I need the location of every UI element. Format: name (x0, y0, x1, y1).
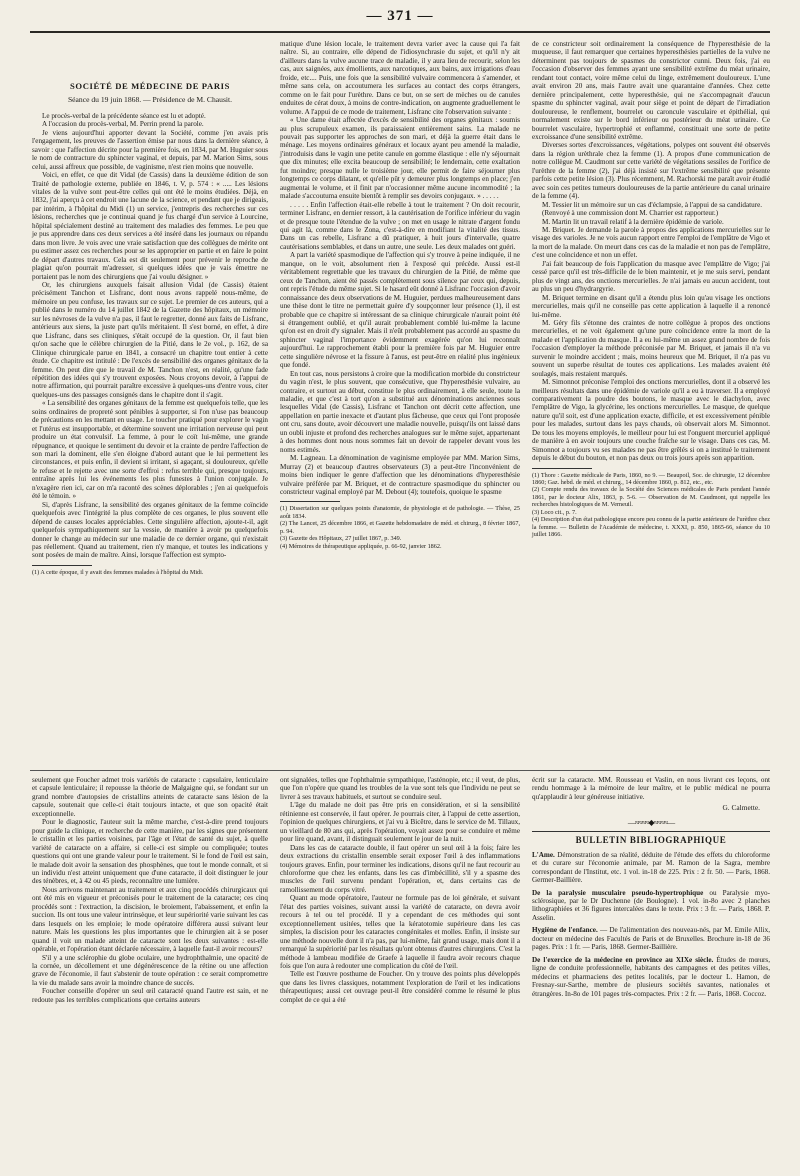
entry-text: Études de mœurs, ligne de conduite professionnelle, habitants des campagnes et des petites villes, médecins et pharmaciens des petites localités, par le docteur L. Hamon, de Fresnay-sur-Sarthe, membre de plusieurs sociétés savantes, nationales et étrangères. In-8o de 101 pages très-compactes. Prix : 2 fr. — Paris, 1868. Coccoz. (532, 955, 770, 998)
entry-title: De l'exercice de la médecine en province au XIXe siècle. (532, 955, 714, 964)
entry-text: — De l'alimentation des nouveau-nés, par M. Emile Allix, docteur en médecine des Facultés de Paris et de Bruxelles. Brochure in-18 de 36 pages. Prix : 1 fr. — Paris, 1868. Germer-Baillière. (532, 926, 770, 952)
bibliography-entry (532, 926, 770, 951)
footnote: (4) Mémoires de thérapeutique appliquée, p. 66-92, janvier 1862. (280, 542, 442, 550)
footnote-rule (532, 468, 592, 469)
paragraph: Quant au mode opératoire, l'auteur ne formule pas de loi générale, et suivant l'état des parties voisines, suivant aussi la variété de cataracte, on devra avoir recours à tel ou tel procédé. Il y a cependant de ces méthodes qui sont exceptionnellement usitées, telles que la kératotomie supérieure dans les cas simples, la discision pour les cataractes congénitales et molles. Enfin, il insiste sur une méthode nouvelle dont il n'a pas, par lui-même, fait grand usage, mais dont il a remarqué la supériorité par les résultats qu'ont obtenus d'autres chirurgiens. C'est la méthode à lambeau modifiée de Graefe à laquelle il faudra avoir recours chaque fois que l'on aura à redouter une complication du côté de l'œil. (280, 894, 520, 970)
entry-text: ou Paralysie myo-sclérosique, par le Dr Duchenne (de Boulogne). 1 vol. in-8o avec 2 planches lithographiées et 36 figures intercalées dans le texte. Prix : 3 fr. — Paris, 1868. P. Asselin. (532, 888, 770, 922)
column-3-top (532, 40, 770, 538)
paragraph: (Renvoyé à une commission dont M. Charrier est rapporteur.) (542, 209, 719, 218)
society-title: SOCIÉTÉ DE MÉDECINE DE PARIS (70, 81, 230, 91)
footnote: (3) Loco cit., p. 7. (532, 508, 577, 516)
footnote: (2) Compte rendu des travaux de la Société des Sciences médicales de Paris pendant l'année 1861, par le docteur Alix, 1863, p. 5-6. — Observation de M. Caudmont, qui rappelle les recherches histologiques de M. Verneuil. (532, 486, 770, 509)
paragraph: M. Tessier lit un mémoire sur un cas d'éclampsie, à l'appui de sa candidature. (542, 200, 763, 209)
entry-title: L'Ame. (532, 850, 555, 859)
paragraph: Telle est l'œuvre posthume de Foucher. On y trouve des points plus développés que dans les livres classiques, notamment l'exploration de l'œil et les indications thérapeutiques; aussi cet ouvrage peut-il être considéré comme le résumé le plus complet de ce qui a été (280, 970, 520, 1004)
footnote: (2) The Lancet, 25 décembre 1866, et Gazette hebdomadaire de méd. et chirurg., 8 février 1867, p. 94. (280, 520, 520, 535)
section-rule (30, 770, 770, 771)
paragraph: Dans les cas de cataracte double, il faut opérer un seul œil à la fois; faire les deux extractions du cristallin ensemble serait exposer l'œil à des inflammations toujours graves. Enfin, pour terminer les indications, disons qu'il ne faut recourir au chloroforme que chez les enfants, dans les cas d'imbécillité, s'il y a spasme des muscles de l'œil survenu pendant l'opération, et, dans certains cas de ramollissement du corps vitré. (280, 843, 520, 894)
column-2-top (280, 40, 520, 550)
footnote: (1) A cette époque, il y avait des femmes malades à l'hôpital du Midi. (32, 568, 204, 576)
footnote: (4) Description d'un état pathologique encore peu connu de la partie antérieure de l'urèthre chez la femme. — Bulletin de l'Académie de médecine, t. XXXI, p. 850, 1865-66, séance du 10 juillet 1866. (532, 516, 770, 538)
entry-title: De la paralysie musculaire pseudo-hypertrophique (532, 888, 704, 897)
paragraph: seulement que Foucher admet trois variétés de cataracte : capsulaire, lenticulaire et capsule lenticulaire; il repousse la théorie de Malgaigne qui, se fondant sur un grand nombre d'autopsies de cristallins atteints de cataracte sans lésion de la capsule, soutenait que celle-ci était toujours intacte, et que son opacité était exceptionnelle. (32, 776, 268, 818)
paragraph: M. Martin lit un travail relatif à la dernière épidémie de variole. (542, 217, 724, 226)
paragraph: A part la variété spasmodique de l'affection qui s'y trouve à peine indiquée, il ne manque, on le voit, absolument rien à l'exposé qui précède. Aussi est-il véritablement regrettable que les travaux du chirurgien de la Pitié, de même que ceux de Tanchon, aient été passés complètement sous silence par ceux qui, depuis, ont repris l'étude du même sujet. Si le hasard eût donné à Lisfranc l'occasion d'avoir connaissance des deux observations de M. Huguier, perdues malheureusement dans une thèse dont le titre ne permettait guère d'y soupçonner leur présence (1), il est probable que ce chapitre si intéressant de sa clinique chirurgicale n'aurait point été si étrangement oublié, et qu'il aurait probablement comblé lui-même la lacune qu'on est en droit d'y signaler. Mais il n'eût probablement pas accordé au spasme du sphincter vaginal l'importance évidemment exagérée qu'on lui reconnaît aujourd'hui. Le rapprochement établi pour la première fois par M. Huguier entre cette singulière névrose et la fissure à l'anus, est peut-être en réalité plus ingénieux que fondé. (280, 251, 520, 370)
column-3-bottom (532, 776, 770, 1002)
paragraph: Or, les chirurgiens auxquels faisait allusion Vidal (de Cassis) étaient précisément Tanchon et Lisfranc, dont nous avons rappelé nous-même, de mémoire un peu confuse, les travaux sur ce sujet. Le premier de ces auteurs, qui a publié dans le numéro du 14 juillet 1842 de la Gazette des hôpitaux, un mémoire sur les névroses de la vulve n'a pas, il faut le regretter, donné aux faits de Lisfranc, antérieurs aux siens, la juste part qu'ils méritaient. Il s'est borné, en effet, à dire que Lisfranc, dans ses cliniques, s'était occupé de la question. Or, il faut bien qu'on sache que le célèbre chirurgien de la Pitié, dans le 2e vol., p. 162, de sa Clinique chirurgicale parue en 1841, a consacré un chapitre tout entier à cette étude. Ce chapitre est intitulé : De l'excès de sensibilité des organes génitaux de la femme. On peut dire que le travail de M. Tanchon n'est, en réalité, qu'une fade répétition des idées qui s'y trouvent exposées. Nous croyons devoir, à l'appui de notre affirmation, qui pourrait paraître excessive à quelques-uns d'entre vous, citer quelques-uns des passages consignés dans le chapitre dont il s'agit. (32, 280, 268, 399)
paragraph: S'il y a une sclérophie du globe oculaire, une hydrophthalmie, une opacité de la cornée, un décollement et une dégénérescence de la rétine ou une affection grave de l'économie, il faut s'abstenir de toute opération : ce serait compromettre la vie du malade sans avoir la moindre chance de succès. (32, 953, 268, 987)
paragraph: M. Lagneau. La dénomination de vaginisme employée par MM. Marion Sims, Murray (2) et beaucoup d'autres observateurs (3) a peut-être l'inconvénient de moins bien indiquer le genre d'affection que les dénominations d'hyperesthésie vulvaire préférée par M. Briquet, et de contracture spasmodique du sphincter ou constricteur vaginal employé par M. Debout (4); toutefois, quoique le spasme (280, 454, 520, 497)
footnote-rule (280, 501, 340, 502)
paragraph: En tout cas, nous persistons à croire que la modification morbide du constricteur du vagin n'est, le plus souvent, que consécutive, que l'hyperesthésie vulvaire, au contraire, et surtout au début, constitue le plus ordinairement, à elle seule, toute la maladie, et que c'est à tort qu'on a substitué aux dénominations anciennes sous lesquelles Vidal (de Cassis), Lisfranc et Tanchon ont décrit cette affection, une appellation en partie inexacte et d'autant plus fâcheuse, que ceux qui l'ont proposée ont cru, sans doute, avoir découvert une maladie nouvelle, puisqu'ils ont laissé dans un oubli injuste et profond des recherches analogues sur le même sujet, appartenant à des hommes dont nous nous sommes fait un devoir de rappeler devant vous les noms estimés. (280, 369, 520, 454)
session-line: Séance du 19 juin 1868. — Présidence de M. Chausit. (67, 95, 233, 105)
entry-text: Démonstration de sa réalité, déduite de l'étude des effets du chloroforme et du curare sur l'économie animale, par M. Ramon de la Sagra, membre correspondant de l'Institut, etc. 1 vol. in-18 de 225. Prix : 2 fr. 50. — Paris, 1868. Germer-Baillière. (532, 850, 770, 885)
paragraph: « Une dame était affectée d'excès de sensibilité des organes génitaux : soumis au plus scrupuleux examen, ils paraissaient entièrement sains. La malade ne pouvait pas supporter les approches de son mari, et déjà la guerre était dans le ménage. Les moyens ordinaires généraux et locaux ayant peu amendé la maladie, j'introduisis dans le vagin une petite canule en gomme élastique : elle n'y séjournait que dix minutes; elle excita beaucoup de sensibilité; le lendemain, cette exaltation fut moindre; presque nulle le troisième jour, elle permit de faire séjourner plus longtemps ce corps dilatant, et qu'elle pût y demeurer plus longtemps en place; j'en augmentai le volume, et il finit par n'occasionner même aucune incommodité ; la malade s'accoutuma ensuite bientôt à remplir ses devoirs conjugaux. » . . . . . (280, 116, 520, 201)
paragraph: Je viens aujourd'hui apporter devant la Société, comme j'en avais pris l'engagement, les preuves de l'assertion émise par nous dans la dernière séance, à savoir : que l'affection décrite pour la première fois, en 1834, par M. Huguier sous le nom de contracture du sphincter vaginal, et depuis, par M. Marion Sims, sous celui, aussi affreux que possible, de vaginisme, n'est rien moins que nouvelle. (32, 128, 268, 171)
paragraph: M. Briquet termine en disant qu'il a étendu plus loin qu'au visage les onctions mercurielles, mais qu'il ne conseille pas cette application à laquelle il a renoncé lui-même. (532, 293, 770, 319)
paragraph: M. Géry fils s'étonne des craintes de notre collègue à propos des onctions mercurielles, et ne voit également qu'une pure coïncidence entre la mort de la malade et l'application du masque. Il a eu lui-même un assez grand nombre de fois l'occasion d'employer la méthode préconisée par M. Briquet, et jamais il n'a vu survenir le moindre accident ; mais, moins heureux que M. Briquet, il n'a pas vu souvent un superbe résultat de toutes ces applications. Les malades avaient été soulagés, mais restaient marqués. (532, 318, 770, 378)
paragraph: Le procès-verbal de la précédente séance est lu et adopté. (42, 111, 206, 120)
paragraph: de ce constricteur soit ordinairement la conséquence de l'hyperesthésie de la muqueuse, il faut remarquer que certaines hyperesthésies partielles de la vulve ne déterminent pas toujours de spasmes du constrictor cunni. Deux fois, j'ai eu l'occasion d'observer des femmes ayant une sensibilité extrême du méat urinaire, rendant tout contact, voire même celui du linge, extrêmement douloureux. L'une avait environ 20 ans, mais l'autre avait une quarantaine d'années. Chez cette dernière principalement, cette hyperesthésie, qui ne s'accompagnait d'aucun spasme du sphincter vaginal, avait pour siège et point de départ de l'irradiation douloureuse, le renflement, bourrelet ou caroncule vasculaire et épithélial, qui normalement existe sur le bord inférieur ou postérieur du méat urinaire. Ce bourrelet vasculaire, hypertrophié et enflammé, constituait une sorte de petite excroissance d'une sensibilité extrême. (532, 40, 770, 141)
page-number: — 371 — (366, 8, 434, 24)
signature: G. Calmette. (722, 803, 760, 813)
footnote: (3) Gazette des Hôpitaux, 27 juillet 1867, p. 349. (280, 535, 402, 543)
paragraph: . . . . . Enfin l'affection était-elle rebelle à tout le traitement ? On doit recourir, terminer Lisfranc, en dernier ressort, à la cautérisation de l'orifice inférieur du vagin et de presque toute l'étendue de la vulve ; on met en usage le nitrate d'argent fondu qui agit là, comme dans le Zona, c'est-à-dire en modifiant la vitalité des tissus. Dans un cas rebelle, Lisfranc a dû pratiquer, à huit jours d'intervalle, quatre cautérisations semblables, et dans un autre, une seule. Les deux malades ont guéri. (280, 200, 520, 251)
entry-title: Hygiène de l'enfance. (532, 926, 598, 935)
bulletin-heading: BULLETIN BIBLIOGRAPHIQUE (532, 831, 770, 844)
bibliography-entry (532, 956, 770, 998)
paragraph: M. Simonnot préconise l'emploi des onctions mercurielles, dont il a observé les meilleurs résultats dans une épidémie de variole qu'il a eu à traverser. Il a employé comparativement la poudre des boutons, le masque avec le diachylon, avec l'emplâtre de Vigo, la glycérine, les onctions mercurielles. Le masque, de quelque nature qu'il soit, est d'une application exacte, difficile, et est excessivement pénible pour les malades, surtout dans les pays chauds, où observait alors M. Simonnot. De tous les moyens employés, le meilleur pour lui est l'onguent mercuriel appliqué de manière à en avoir toujours une couche fraîche sur le visage. Dans ces cas, M. Simonnot a toujours vu ses malades ne pas être grêlés si on a institué le traitement depuis le début du bouton, et non pas deux ou trois jours après son apparition. (532, 378, 770, 463)
bibliography-entry (532, 851, 770, 885)
paragraph: « La sensibilité des organes génitaux de la femme est quelquefois telle, que les soins ordinaires de propreté sont pénibles à supporter, si l'on n'use pas beaucoup de précautions en les mettant en usage. Le toucher pratiqué pour explorer le vagin et l'utérus est insupportable, et détermine souvent une irritation nerveuse qui peut produire un état convulsif. La femme, à pour le coït lui-même, une grande répugnance, et quoique le sentiment du devoir et la crainte de perdre l'affection de son mari la dominent, elle s'en éloigne d'abord autant que le lui permettent les circonstances, et puis enfin, il devient si irritant, si agaçant, si douloureux, qu'elle le refuse et le rejette avec une sorte d'effroi : refus terrible qui, presque toujours, entraîne après lui les événements les plus funestes à l'union conjugale. Je n'exagère rien ici, car on m'a raconté des scènes déplorables ; j'en ai quelquefois été le témoin. » (32, 399, 268, 501)
paragraph: Diverses sortes d'excroissances, végétations, polypes ont souvent été observés dans la région urèthrale chez la femme (1). A propos d'une communication de notre collègue M. Caudmont sur cette variété de végétations sessiles de l'orifice de l'urèthre de la femme (2), j'ai déjà insisté sur l'extrême sensibilité que présente parfois cette petite lésion (3). Plus récemment, M. Rachorski me paraît avoir étudié avec soin ces petites tumeurs douloureuses de la partie antérieure du canal urinaire de la femme (4). (532, 141, 770, 201)
paragraph: M. Briquet. Je demande la parole à propos des applications mercurielles sur le visage des varioles. Je ne vois aucun rapport entre l'emploi de l'emplâtre de Vigo et la mort de la malade. On meurt dans ces cas de la maladie et non pas de l'emplâtre, c'est une coïncidence et non un effet. (532, 225, 770, 260)
paragraph: Pour le diagnostic, l'auteur suit la même marche, c'est-à-dire prend toujours pour guide la clinique, et recherche de cette manière, par les signes que présentent le cristallin et les parties voisines, par l'âge et l'état de santé du sujet, à quelle variété de cataracte on a affaire, si celle-ci est simple ou compliquée; toutes questions qui ont une grande valeur pour le traitement. Si le fond de l'œil est sain, le malade doit avoir la sensation des phosphènes, que tout le monde connaît, et si un individu n'est atteint uniquement que d'une cataracte, il doit distinguer le jour des ténèbres, et, à 42 ou 45 pieds, reconnaître une lumière. (32, 818, 268, 886)
paragraph: A l'occasion du procès-verbal, M. Perrin prend la parole. (42, 120, 204, 129)
paragraph: Nous arrivons maintenant au traitement et aux cinq procédés chirurgicaux qui ont été mis en vigueur et préconisés pour le traitement de la cataracte; ces cinq procédés sont : l'extraction, la discision, le broiement, l'abaissement, et enfin la succion. Ils ont tous une valeur intrinsèque, et leur supériorité varie suivant les cas dans lesquels on les emploie; le mode opératoire différera aussi suivant leur nature. Mais les questions les plus importantes que le chirurgien ait à se poser quand il voit un malade atteint de cataracte sont les deux suivantes : est-elle opérable, et l'opération étant déclarée nécessaire, à laquelle faut-il avoir recours? (32, 885, 268, 954)
paragraph: matique d'une lésion locale, le traitement devra varier avec la cause qui l'a fait naître. Si, au contraire, elle dépend de l'idiosynchrasie du sujet, et qu'il n'y ait d'ailleurs dans la vulve aucune trace de maladie, il y aura lieu de recourir, selon les cas, aux saignées, aux émollients, aux narcotiques, aux bains, aux irrigations d'eau froide, etc.... Puis, une fois que la sensibilité vulvaire commencera à s'amender, et même sans cela, on accoutumera les surfaces au contact des corps étrangers, comme on le fait pour l'urèthre. Dans ce but, on se sert de mèches ou de canules enduites de cérat doux, à moins de contre-indication, on augmente graduellement le volume. A l'appui de ce mode de traitement, Lisfranc cite l'observation suivante : (280, 40, 520, 116)
column-1-top (32, 80, 268, 576)
footnote-rule (32, 565, 92, 566)
column-1-bottom (32, 776, 268, 1004)
paragraph: ont signalées, telles que l'ophthalmie sympathique, l'asténopie, etc.; il veut, de plus, que l'on n'opère que quand les troubles de la vue sont tels que l'individu ne peut se livrer à ses travaux habituels, et surtout se conduire seul. (280, 776, 520, 801)
column-2-bottom (280, 776, 520, 1004)
paragraph: Foucher conseille d'opérer un seul œil cataracté quand l'autre est sain, et ne redoute pas les terribles complications que certains auteurs (32, 987, 268, 1004)
footnote: (1) Dissertation sur quelques points d'anatomie, de physiologie et de pathologie. — Thèse, 25 août 1834. (280, 505, 520, 520)
paragraph: Si, d'après Lisfranc, la sensibilité des organes génitaux de la femme coïncide quelquefois avec l'intégrité la plus complète de ces organes, le plus souvent elle dépend de causes locales appréciables. Cette singulière affection, ajoute-t-il, agit quelquefois sympathiquement sur la vessie, de manière à avoir pu quelquefois donner le change au médecin sur une maladie de ce dernier organe, qui n'existait pas réellement. Quand au traitement, rien n'y manque, et toutes les indications y sont posées de main de maître. Ainsi, lorsque l'affection est sympto- (32, 500, 268, 560)
bibliography-entry (532, 889, 770, 923)
header-rule (30, 31, 770, 33)
paragraph: Voici, en effet, ce que dit Vidal (de Cassis) dans la deuxième édition de son Traité de pathologie externe, publiée en 1846, t. V, p. 574 : « ..... Les lésions vitales de la vulve sont peut-être celles qui ont été le moins étudiées. Déjà, en 1832, j'ai aperçu à cet endroit une lacune de la science, et pendant que je dirigeais, par intérim, à l'hôpital du Midi (1) un service, j'entrepris des recherches sur ces lésions, recherches que je continuai quand je fus chargé d'un service à Lourcine, hôpital spécialement destiné au traitement des maladies des femmes. Le peu que je pus apprendre dans ces deux services a été inséré dans les journaux ou répandu dans mon livre. Je vois avec une vraie satisfaction que des collègues de mérite ont pu estimer assez ces recherches pour se les approprier en partie et en faire le point de départ d'autres travaux. Cela est dit seulement pour prévenir le reproche de plagiat qu'on pourrait m'adresser, si quelques idées que je vais émettre ne portaient pas le nom des chirurgiens que j'ai voulu désigner. » (32, 171, 268, 281)
paragraph: écrit sur la cataracte. MM. Rousseau et Vaslin, en nous livrant ces leçons, ont rendu hommage à la mémoire de leur maître, et le public médical ne pourra qu'applaudir à leur généreuse initiative. (532, 776, 770, 801)
paragraph: L'âge du malade ne doit pas être pris en considération, et si la sensibilité rétinienne est conservée, il faut opérer. Je pourrais citer, à l'appui de cette assertion, l'opinion de quelques chirurgiens, et j'ai vu à Bicêtre, dans le service de M. Tillaux, un vieillard de 80 ans qui, après l'opération, voyait assez pour se conduire et même pour lire quand, avant, il distinguait seulement le jour de la nuit. (280, 801, 520, 844)
ornament-divider: —≈≈≈≈◆≈≈≈≈— (627, 817, 675, 827)
paragraph: J'ai fait beaucoup de fois l'application du masque avec l'emplâtre de Vigo; j'ai cessé parce qu'il est très-difficile de le bien maintenir, et je me suis servi, pendant plus de vingt ans, des onctions mercurielles. Je n'ai jamais eu aucun accident, tout au plus un peu d'hydrargyrie. (532, 259, 770, 294)
footnote: (1) Thore : Gazette médicale de Paris, 1860, no 9. — Beaupoil, Soc. de chirurgie, 12 décembre 1860; Gaz. hebd. de méd. et chirurg., 14 décembre 1860, p. 812, etc., etc. (532, 471, 770, 487)
